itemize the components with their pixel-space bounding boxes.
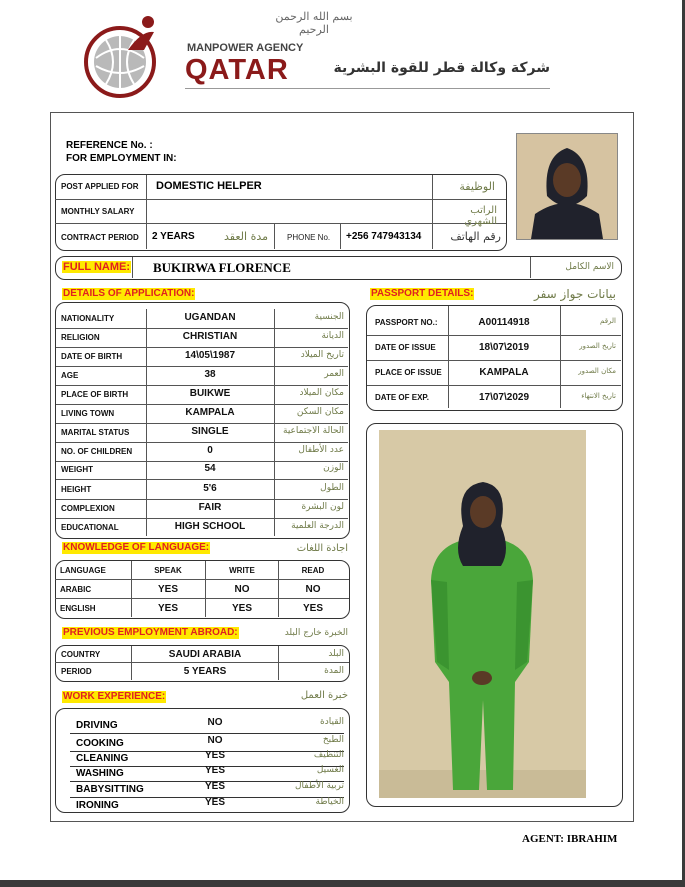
row-divider (55, 598, 349, 599)
row-divider (55, 199, 506, 200)
phone-arabic: رقم الهاتف (450, 230, 501, 243)
work-row-label: BABYSITTING (76, 784, 144, 795)
details-row-arabic: مكان الميلاد (299, 388, 344, 398)
col-divider (274, 224, 275, 249)
reference-label: REFERENCE No. : (66, 140, 153, 151)
details-row-arabic: الجنسية (314, 312, 344, 322)
work-row-arabic: القيادة (320, 717, 344, 727)
details-row-arabic: لون البشرة (301, 502, 344, 512)
details-row-value: CHRISTIAN (182, 331, 238, 342)
col-divider (131, 646, 132, 680)
portrait-photo (516, 133, 618, 240)
language-title-arabic: اجادة اللغات (296, 543, 348, 554)
details-row-label: LIVING TOWN (61, 409, 115, 418)
row-divider (367, 335, 621, 336)
passport-row-arabic: مكان الصدور (578, 367, 616, 375)
details-row-label: WEIGHT (61, 465, 93, 474)
work-row-value: YES (204, 797, 225, 808)
col-divider (131, 561, 132, 617)
details-row-label: DATE OF BIRTH (61, 352, 123, 361)
details-row-value: 38 (204, 369, 216, 380)
work-row-label: DRIVING (76, 720, 118, 731)
post-applied-value: DOMESTIC HELPER (156, 180, 262, 192)
language-write-value: NO (234, 584, 250, 595)
col-divider (432, 175, 433, 249)
row-divider (56, 328, 348, 329)
row-divider (55, 662, 349, 663)
language-header: LANGUAGE (60, 566, 106, 575)
row-divider (56, 518, 348, 519)
passport-row-value: 18\07\2019 (478, 342, 530, 353)
passport-row-arabic: تاريخ الصدور (579, 342, 616, 350)
details-row-value: 14\05\1987 (184, 350, 236, 361)
language-speak-value: YES (157, 584, 178, 595)
details-title: DETAILS OF APPLICATION: (63, 288, 195, 299)
work-row-arabic: الغسيل (316, 765, 344, 775)
passport-title: PASSPORT DETAILS: (371, 288, 474, 299)
details-row-arabic: الحالة الاجتماعية (283, 426, 344, 436)
language-read-value: YES (302, 603, 323, 614)
details-row-value: UGANDAN (184, 312, 236, 323)
language-read-value: NO (305, 584, 321, 595)
details-row-value: SINGLE (191, 426, 229, 437)
agency-small-title: MANPOWER AGENCY (187, 42, 304, 54)
language-name: ARABIC (60, 585, 92, 594)
work-row-arabic: التنظيف (313, 750, 344, 760)
col-divider (278, 646, 279, 680)
passport-row-value: A00114918 (478, 317, 530, 328)
col-divider (205, 561, 206, 617)
previous-employment-title: PREVIOUS EMPLOYMENT ABROAD: (63, 627, 238, 638)
col-divider (448, 306, 449, 408)
details-row-label: MARITAL STATUS (61, 428, 130, 437)
phone-label: PHONE No. (287, 233, 331, 242)
col-divider (132, 257, 133, 278)
row-divider (55, 579, 349, 580)
post-applied-arabic: الوظيفة (459, 180, 495, 193)
full-name-label: FULL NAME: (63, 261, 131, 273)
row-divider (56, 385, 348, 386)
details-row-label: RELIGION (61, 333, 100, 342)
work-row-value: YES (204, 765, 225, 776)
phone-value: +256 747943134 (346, 231, 422, 242)
row-divider (56, 479, 348, 480)
row-divider (367, 360, 621, 361)
details-row-arabic: العمر (324, 369, 344, 379)
language-name: ENGLISH (60, 604, 96, 613)
language-header: SPEAK (154, 566, 182, 575)
work-row-arabic: الخياطة (315, 797, 344, 807)
row-divider (56, 404, 348, 405)
contract-period-arabic: مدة العقد (224, 230, 268, 243)
details-row-arabic: الديانة (321, 331, 344, 341)
post-applied-label: POST APPLIED FOR (61, 182, 139, 191)
passport-row-arabic: الرقم (600, 317, 616, 325)
row-divider (56, 442, 348, 443)
details-row-label: AGE (61, 371, 79, 380)
work-row-value: YES (204, 750, 225, 761)
details-row-label: EDUCATIONAL (61, 523, 119, 532)
details-row-arabic: الطول (320, 483, 344, 493)
details-row-value: HIGH SCHOOL (174, 521, 246, 532)
row-divider (56, 366, 348, 367)
language-write-value: YES (231, 603, 252, 614)
row-divider (367, 385, 621, 386)
work-row-value: YES (204, 781, 225, 792)
row-divider (56, 499, 348, 500)
bismillah-calligraphy: بسم الله الرحمن الرحيم (275, 10, 353, 36)
details-row-label: PLACE OF BIRTH (61, 390, 129, 399)
row-divider (56, 461, 348, 462)
work-row-label: WASHING (76, 768, 124, 779)
work-row-arabic: تربية الأطفال (294, 781, 344, 791)
monthly-salary-label: MONTHLY SALARY (61, 207, 135, 216)
previous-row-value: SAUDI ARABIA (168, 649, 242, 660)
previous-row-label: PERIOD (61, 667, 92, 676)
row-divider (56, 423, 348, 424)
full-name-arabic: الاسم الكامل (565, 262, 614, 272)
previous-row-value: 5 YEARS (183, 666, 227, 677)
details-row-value: 5'6 (203, 483, 217, 494)
details-row-label: COMPLEXION (61, 504, 115, 513)
row-divider (56, 347, 348, 348)
work-experience-title: WORK EXPERIENCE: (63, 691, 166, 702)
col-divider (560, 306, 561, 408)
agent-name: AGENT: IBRAHIM (522, 833, 618, 845)
employment-label: FOR EMPLOYMENT IN: (66, 153, 177, 164)
col-divider (278, 561, 279, 617)
details-row-arabic: تاريخ الميلاد (300, 350, 344, 360)
details-row-value: FAIR (198, 502, 222, 513)
details-row-arabic: مكان السكن (296, 407, 344, 417)
header-divider (185, 88, 550, 89)
contract-period-label: CONTRACT PERIOD (61, 233, 139, 242)
col-divider (530, 257, 531, 278)
passport-title-arabic: بيانات جواز سفر (533, 287, 616, 301)
contract-period-value: 2 YEARS (152, 231, 195, 242)
details-row-arabic: الدرجة العلمية (291, 521, 344, 531)
details-row-value: BUIKWE (189, 388, 231, 399)
details-row-arabic: الوزن (323, 463, 344, 473)
language-title: KNOWLEDGE OF LANGUAGE: (63, 542, 210, 553)
col-divider (146, 175, 147, 249)
details-row-value: 0 (207, 445, 213, 456)
details-row-arabic: عدد الأطفال (298, 445, 344, 455)
work-row-label: COOKING (76, 738, 124, 749)
passport-row-value: KAMPALA (479, 367, 529, 378)
full-body-photo (379, 430, 586, 798)
full-name-value: BUKIRWA FLORENCE (153, 260, 291, 275)
previous-row-label: COUNTRY (61, 650, 101, 659)
row-divider (70, 733, 344, 734)
work-row-arabic: الطبخ (322, 735, 344, 745)
previous-row-arabic: البلد (328, 649, 344, 659)
details-row-value: KAMPALA (185, 407, 235, 418)
passport-row-arabic: تاريخ الانتهاء (581, 392, 616, 400)
agency-logo (82, 10, 172, 100)
work-row-value: NO (207, 717, 223, 728)
details-row-label: NATIONALITY (61, 314, 115, 323)
passport-row-label: DATE OF EXP. (375, 393, 429, 402)
previous-row-arabic: المدة (324, 666, 344, 676)
details-row-label: NO. OF CHILDREN (61, 447, 133, 456)
previous-employment-title-arabic: الخبرة خارج البلد (284, 628, 348, 638)
passport-row-label: PLACE OF ISSUE (375, 368, 442, 377)
work-row-label: IRONING (76, 800, 119, 811)
language-header: READ (301, 566, 325, 575)
passport-row-value: 17\07\2029 (478, 392, 530, 403)
work-row-value: NO (207, 735, 223, 746)
details-row-label: HEIGHT (61, 485, 92, 494)
agency-big-title: QATAR (185, 54, 289, 86)
work-row-label: CLEANING (76, 753, 129, 764)
passport-row-label: PASSPORT NO.: (375, 318, 438, 327)
work-experience-title-arabic: خبرة العمل (300, 690, 348, 701)
details-row-value: 54 (204, 463, 216, 474)
col-divider (340, 224, 341, 249)
passport-row-label: DATE OF ISSUE (375, 343, 436, 352)
language-speak-value: YES (157, 603, 178, 614)
agency-arabic-title: شركة وكالة قطر للقوة البشرية (333, 60, 550, 76)
language-header: WRITE (229, 566, 255, 575)
monthly-salary-arabic: الراتب الشهري (464, 205, 497, 227)
